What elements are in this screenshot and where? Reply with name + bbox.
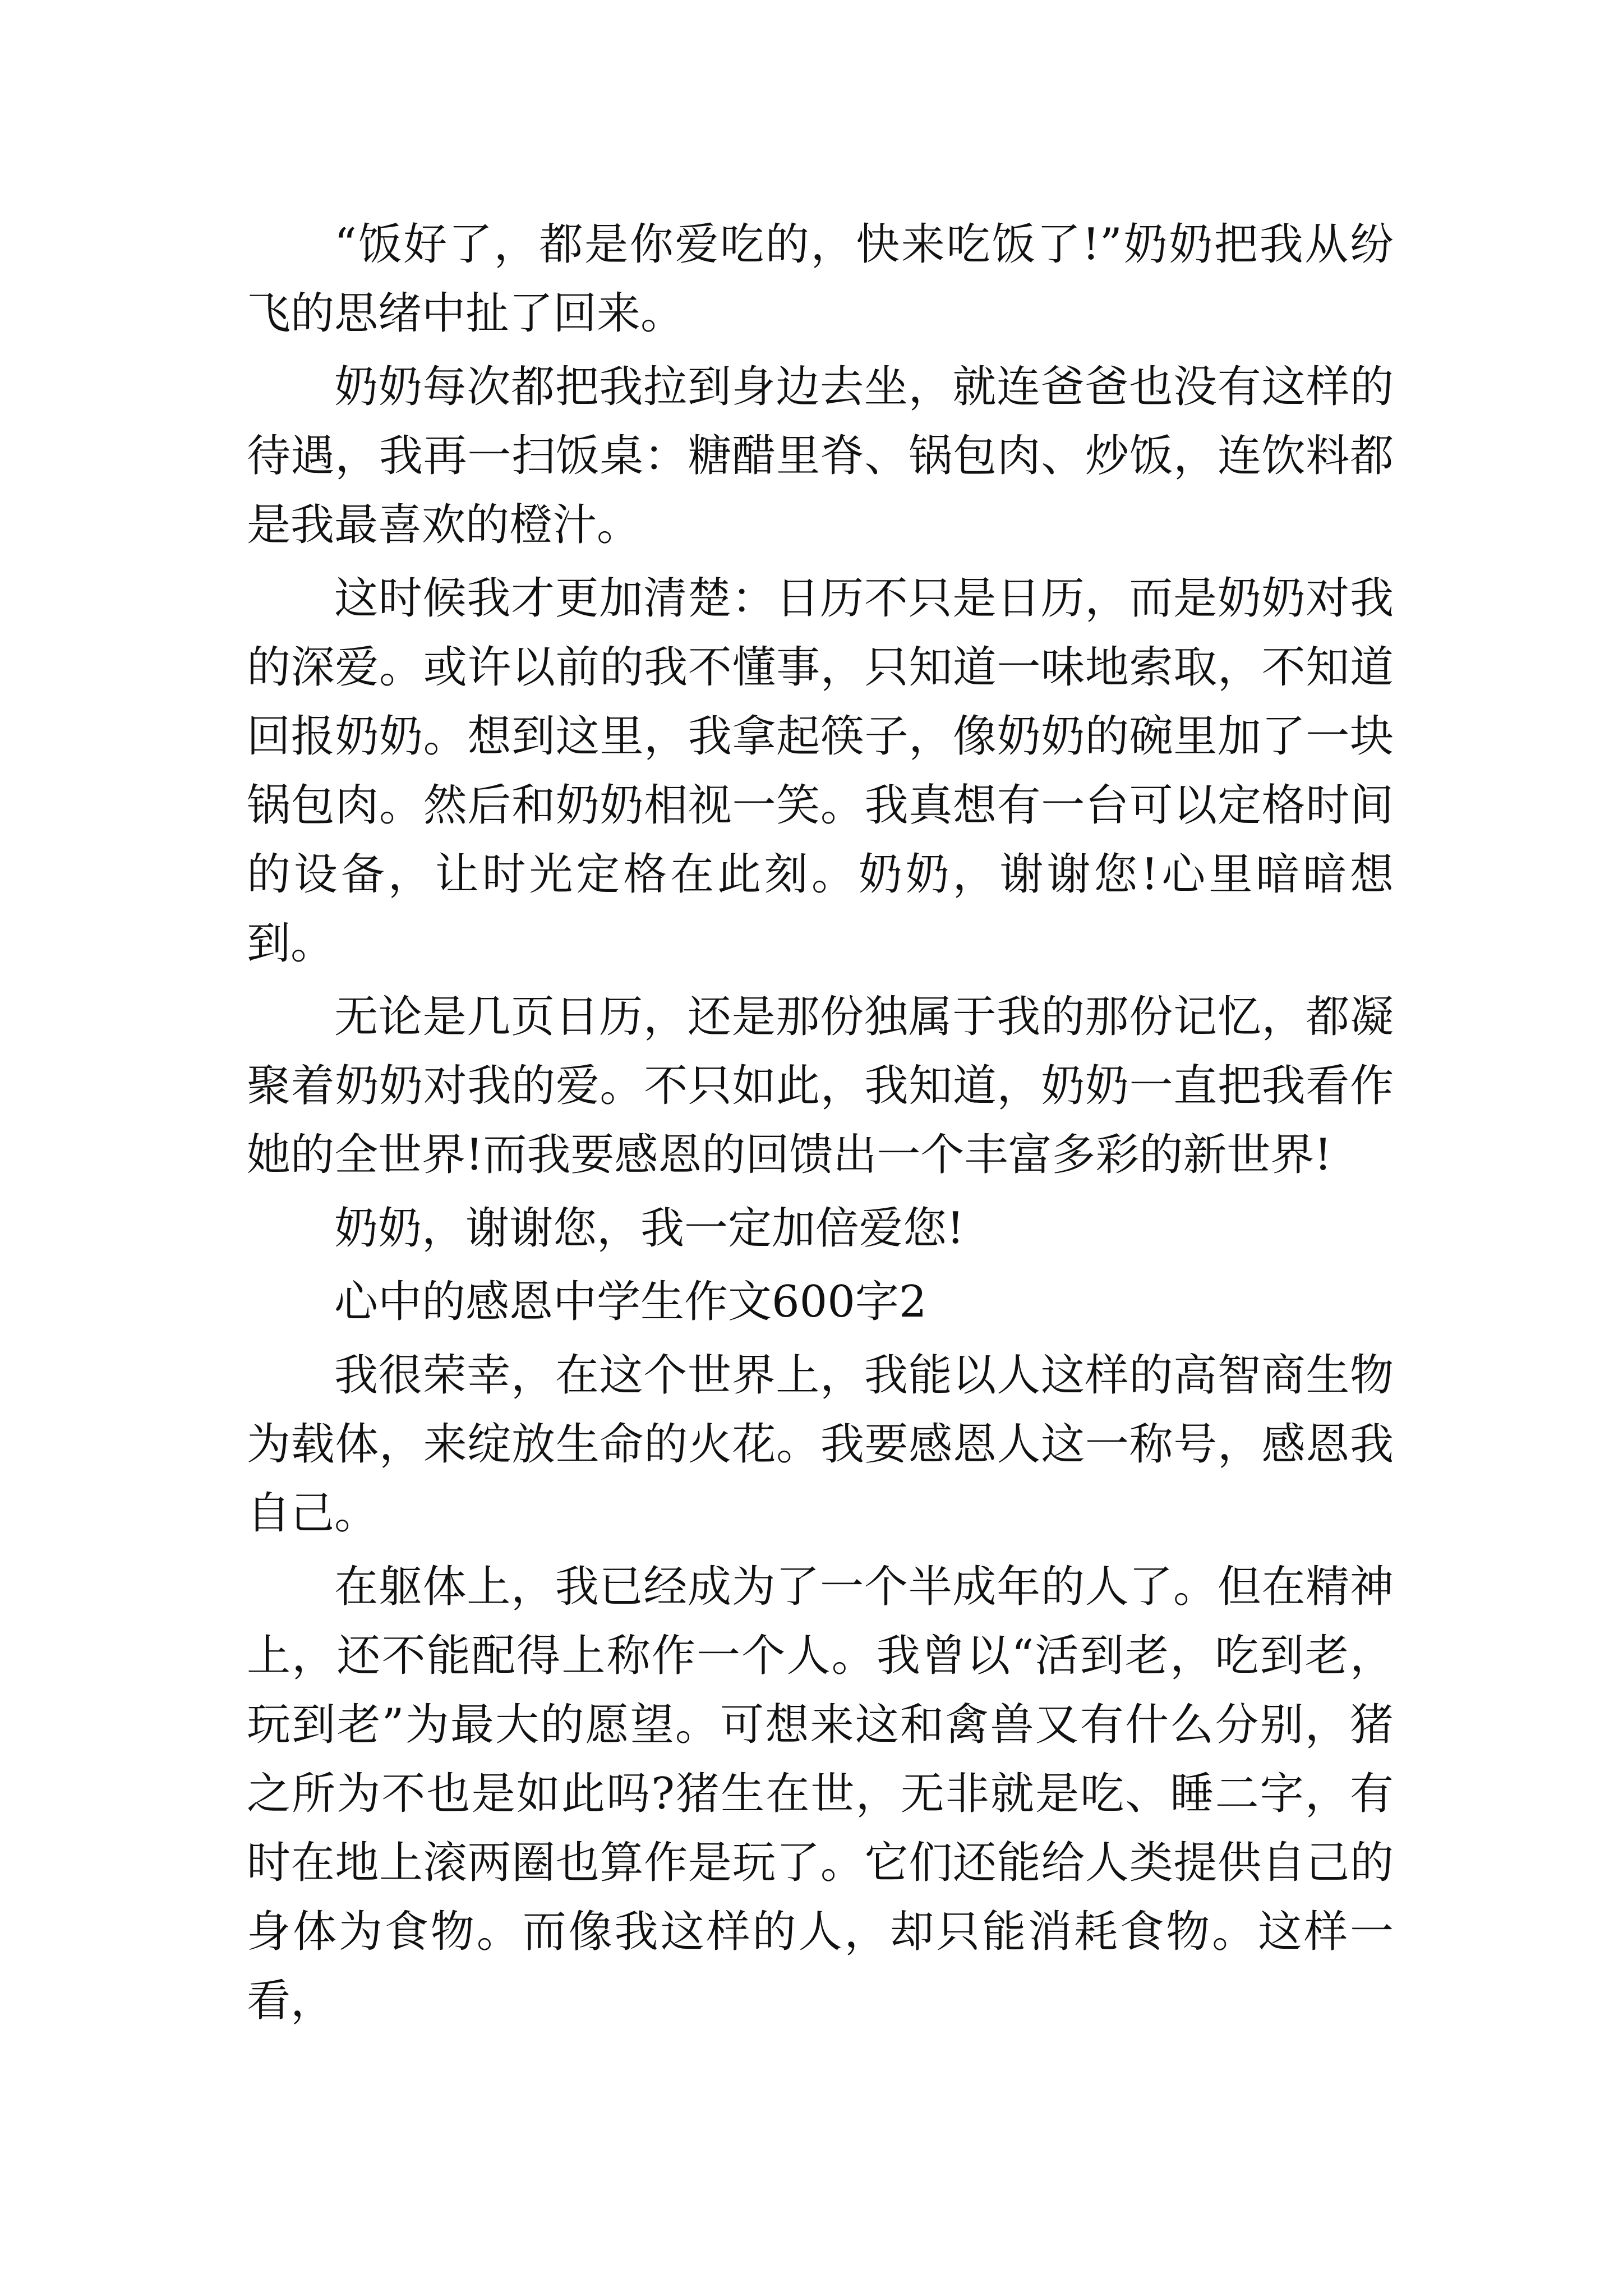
document-body (247, 210, 1394, 2040)
paragraph-2: 奶奶每次都把我拉到身边去坐，就连爸爸也没有这样的待遇，我再一扫饭桌：糖醋里脊、锅包肉、炒饭，连饮料都是我最喜欢的橙汁。 (247, 362, 1394, 550)
paragraph-7: 在躯体上，我已经成为了一个半成年的人了。但在精神上，还不能配得上称作一个人。我曾以“活到老，吃到老，玩到老”为最大的愿望。可想来这和禽兽又有什么分别，猪之所为不也是如此吗?猪生在世，无非就是吃、睡二字，有时在地上滚两圈也算作是玩了。它们还能给人类提供自己的身体为食物。而像我这样的人，却只能消耗食物。这样一看， (247, 1562, 1394, 2026)
paragraph-6: 我很荣幸，在这个世界上，我能以人这样的高智商生物为载体，来绽放生命的火花。我要感恩人这一称号，感恩我自己。 (247, 1350, 1394, 1539)
section-heading: 心中的感恩中学生作文600字2 (334, 1277, 927, 1327)
paragraph-3: 这时候我才更加清楚：日历不只是日历，而是奶奶对我的深爱。或许以前的我不懂事，只知道一味地索取，不知道回报奶奶。想到这里，我拿起筷子，像奶奶的碗里加了一块锅包肉。然后和奶奶相视一笑。我真想有一台可以定格时间的设备，让时光定格在此刻。奶奶，谢谢您!心里暗暗想到。 (247, 573, 1394, 969)
paragraph-1: “饭好了，都是你爱吃的，快来吃饭了!”奶奶把我从纷飞的思绪中扯了回来。 (247, 219, 1394, 339)
paragraph-5: 奶奶，谢谢您，我一定加倍爱您! (334, 1203, 965, 1254)
paragraph-4: 无论是几页日历，还是那份独属于我的那份记忆，都凝聚着奶奶对我的爱。不只如此，我知道，奶奶一直把我看作她的全世界!而我要感恩的回馈出一个丰富多彩的新世界! (247, 992, 1394, 1180)
